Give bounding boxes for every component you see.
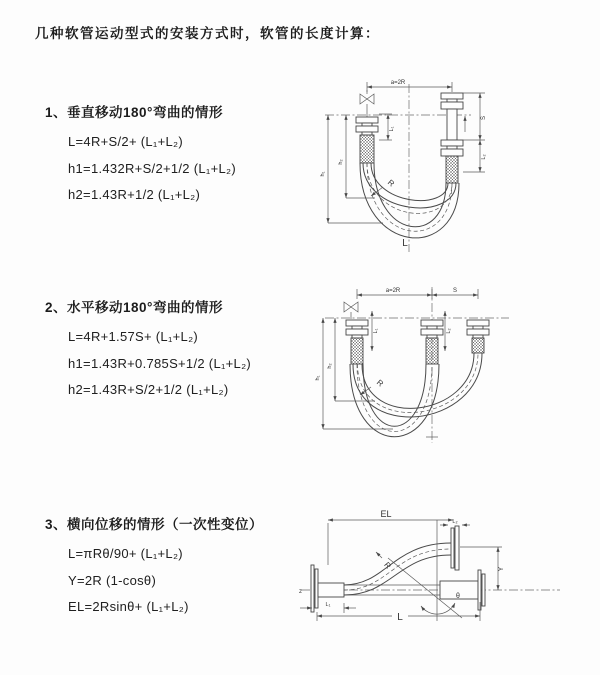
dim-label-l2: L₂ xyxy=(481,154,487,160)
right-pipe-fitting xyxy=(467,320,489,353)
dim-label-s: S xyxy=(452,288,458,294)
dim-label-a2r: a=2R xyxy=(385,288,401,294)
section-3-title: 3、横向位移的情形（一次性变位） xyxy=(45,517,264,532)
section-1 xyxy=(45,104,236,209)
formula-length: L=4R+S/2+ (L₁+L₂) xyxy=(68,134,183,149)
section-2-number: 2、 xyxy=(45,300,68,315)
dim-label-r: R xyxy=(385,177,396,189)
diagram-horizontal-180-bend xyxy=(313,281,518,451)
dim-label-l1: L₁ xyxy=(373,328,379,334)
dim-label-theta: θ xyxy=(456,593,460,600)
dim-label-l: L xyxy=(402,238,408,249)
section-1-number: 1、 xyxy=(45,105,68,120)
dim-label-l2: L₂ xyxy=(446,328,452,334)
dim-label-a2r: a=2R xyxy=(390,80,406,86)
braided-hose-section xyxy=(426,338,438,364)
dimension-l1 xyxy=(372,311,379,351)
dim-label-s: S xyxy=(481,115,487,121)
formula-length: L=4R+1.57S+ (L₁+L₂) xyxy=(68,329,199,344)
radius-callout xyxy=(371,178,396,196)
dimension-l1 xyxy=(379,114,395,140)
dimension-l2 xyxy=(445,311,452,351)
centerline-mark: z xyxy=(299,589,302,595)
dim-label-h2: h₂ xyxy=(338,159,344,165)
left-pipe-fitting xyxy=(346,320,368,364)
dim-label-r: R xyxy=(374,377,385,389)
formula-h2: h2=1.43R+S/2+1/2 (L₁+L₂) xyxy=(68,382,229,397)
section-3-formulas xyxy=(68,541,263,621)
dimension-l1 xyxy=(300,602,356,613)
dimension-s xyxy=(432,288,478,295)
hose-curves xyxy=(360,163,459,238)
dimension-s xyxy=(463,93,487,140)
page-title: 几种软管运动型式的安装方式时，软管的长度计算： xyxy=(35,26,380,41)
dim-label-el: EL xyxy=(380,509,392,519)
dim-label-h1: h₁ xyxy=(315,375,321,381)
braided-hose-section xyxy=(446,156,458,183)
right-pipe-fitting xyxy=(441,93,465,183)
dim-label-l1: L₁ xyxy=(389,126,395,132)
braided-hose-section xyxy=(472,338,484,353)
section-3-number: 3、 xyxy=(45,517,68,532)
section-2-title: 2、水平移动180°弯曲的情形 xyxy=(45,300,223,315)
section-2-formulas xyxy=(68,324,251,404)
dim-label-h2: h₂ xyxy=(327,363,333,369)
dimension-a-2r xyxy=(357,288,478,299)
dim-label-l: L xyxy=(397,612,403,623)
diagram-vertical-180-bend xyxy=(313,70,498,255)
valve-icon xyxy=(360,90,374,117)
dim-label-l2: L₂ xyxy=(452,519,458,525)
section-2 xyxy=(45,299,251,404)
braided-hose-section xyxy=(360,135,374,163)
dimension-l2 xyxy=(463,140,487,172)
section-3 xyxy=(45,516,263,621)
hose-curves xyxy=(350,353,482,437)
formula-h1: h1=1.43R+0.785S+1/2 (L₁+L₂) xyxy=(68,355,252,371)
dim-label-y: Y xyxy=(498,566,505,572)
formula-h2: h2=1.43R+1/2 (L₁+L₂) xyxy=(68,187,201,202)
left-pipe-fitting xyxy=(356,117,378,163)
dim-label-h1: h₁ xyxy=(320,171,326,177)
dim-label-l1: L₁ xyxy=(325,602,331,608)
braided-hose-section xyxy=(351,338,363,364)
section-1-title: 1、垂直移动180°弯曲的情形 xyxy=(45,105,223,120)
middle-pipe-fitting xyxy=(421,320,443,364)
valve-icon xyxy=(344,302,358,319)
dim-label-r: R xyxy=(382,560,393,571)
formula-y: Y=2R (1-cosθ) xyxy=(68,572,157,588)
formula-el: EL=2Rsinθ+ (L₁+L₂) xyxy=(68,599,189,614)
diagram-lateral-displacement xyxy=(298,503,568,648)
formula-length: L=πRθ/90+ (L₁+L₂) xyxy=(68,546,183,561)
section-1-formulas xyxy=(68,129,236,209)
formula-h1: h1=1.432R+S/2+1/2 (L₁+L₂) xyxy=(68,160,236,176)
dimension-a-2r xyxy=(367,80,452,92)
